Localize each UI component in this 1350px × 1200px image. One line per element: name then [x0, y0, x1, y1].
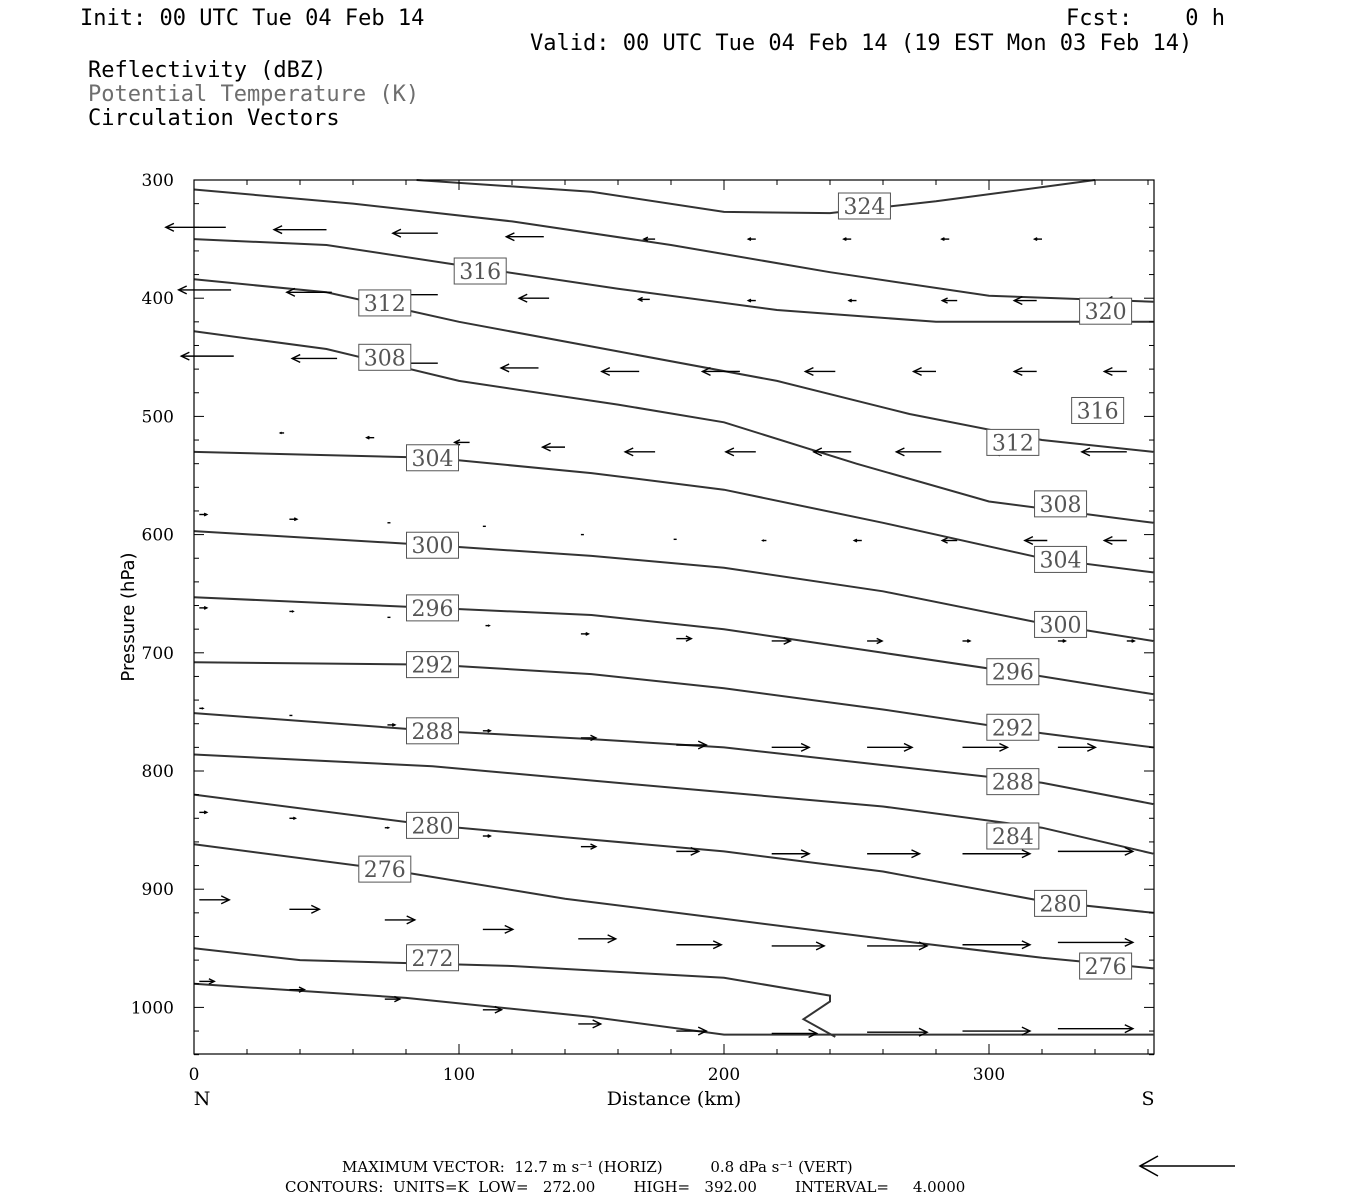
y-tick-label: 900	[141, 880, 174, 901]
circulation-vector	[1127, 640, 1135, 643]
contour-label-text: 312	[991, 431, 1034, 457]
contour-lines	[194, 180, 1153, 1037]
circulation-vector	[702, 368, 740, 376]
circulation-vector	[387, 724, 395, 727]
circulation-vector	[763, 540, 767, 541]
circulation-vector	[854, 539, 862, 542]
circulation-vector	[483, 835, 491, 838]
contour-label	[987, 659, 1039, 686]
circulation-vector	[963, 941, 1031, 949]
theta-contour-312	[194, 279, 1153, 452]
circulation-vector	[486, 625, 490, 626]
circulation-vector	[181, 352, 234, 360]
y-tick-label: 400	[141, 289, 174, 310]
circulation-vector	[805, 368, 835, 376]
contour-label-text: 292	[991, 716, 1034, 742]
circulation-vector	[849, 299, 857, 302]
theta-contour-324	[417, 180, 1095, 213]
legend-reflectivity: Reflectivity (dBZ)	[88, 58, 327, 83]
circulation-vector	[602, 368, 640, 376]
max-vector-footer: MAXIMUM VECTOR: 12.7 m s⁻¹ (HORIZ) 0.8 dPa s⁻¹ (VERT)	[342, 1158, 853, 1176]
contour-label-text: 316	[1076, 399, 1119, 425]
circulation-vector	[483, 925, 513, 933]
tick-labels	[131, 171, 1005, 1085]
x-end-label-north: N	[193, 1088, 211, 1110]
contour-label-text: 324	[843, 195, 886, 221]
contour-label	[407, 718, 459, 745]
circulation-vector	[578, 1020, 601, 1028]
contour-label-text: 276	[1084, 955, 1127, 981]
circulation-vector	[748, 299, 756, 302]
circulation-vector	[963, 743, 1008, 751]
legend-circulation-vectors: Circulation Vectors	[88, 106, 340, 131]
circulation-vector	[748, 238, 756, 241]
contour-label-text: 296	[991, 660, 1034, 686]
contours-footer: CONTOURS: UNITS=K LOW= 272.00 HIGH= 392.00 INTERVAL= 4.0000	[285, 1178, 966, 1196]
circulation-vector	[393, 229, 438, 237]
circulation-vector	[772, 743, 810, 751]
circulation-vector	[942, 298, 957, 303]
contour-label-text: 280	[1039, 892, 1082, 918]
theta-contour-316	[194, 239, 1153, 322]
contour-label	[407, 595, 459, 622]
contour-label	[1080, 953, 1132, 980]
circulation-vector	[644, 237, 655, 241]
contour-label-text: 300	[411, 534, 454, 560]
circulation-vector	[625, 448, 655, 456]
contour-label	[407, 652, 459, 679]
contour-label-text: 276	[363, 858, 406, 884]
circulation-vector	[867, 743, 912, 751]
contour-label-text: 296	[411, 596, 454, 622]
theta-contour-272	[194, 984, 1153, 1035]
circulation-vector	[1104, 368, 1127, 376]
circulation-vector	[199, 811, 207, 814]
contour-label-text: 288	[991, 770, 1034, 796]
circulation-vector	[483, 730, 491, 733]
y-axis-label: Pressure (hPa)	[118, 552, 139, 682]
y-tick-label: 300	[141, 171, 174, 191]
circulation-vector	[1014, 368, 1036, 376]
contour-label-text: 288	[411, 719, 454, 745]
circulation-vector	[274, 226, 327, 234]
contour-label-text: 312	[363, 291, 406, 317]
x-tick-label: 200	[707, 1065, 741, 1085]
circulation-vector	[292, 355, 337, 363]
contour-label	[454, 258, 506, 285]
circulation-vector	[676, 741, 706, 749]
circulation-vector	[867, 638, 882, 643]
circulation-vector	[385, 827, 389, 828]
circulation-vector	[963, 640, 971, 643]
circulation-vector	[289, 611, 293, 612]
contour-label	[1072, 397, 1124, 424]
contour-label	[407, 945, 459, 972]
contour-labels	[359, 193, 1132, 980]
valid-time-label: Valid: 00 UTC Tue 04 Feb 14 (19 EST Mon 03 Feb 14)	[530, 31, 1193, 56]
circulation-vector	[519, 294, 549, 302]
x-end-label-south: S	[1141, 1088, 1155, 1110]
legend-potential-temperature: Potential Temperature (K)	[88, 82, 420, 107]
circulation-vector	[1058, 1025, 1133, 1033]
circulation-vector	[581, 844, 596, 849]
contour-label-text: 308	[1039, 492, 1082, 518]
x-tick-label: 0	[188, 1065, 200, 1085]
circulation-vector	[289, 817, 295, 819]
circulation-vector	[914, 368, 937, 376]
circulation-vector	[772, 942, 825, 950]
contour-label-text: 272	[411, 946, 454, 972]
contour-label-text: 320	[1084, 300, 1127, 326]
x-tick-label: 100	[442, 1065, 476, 1085]
circulation-vector	[772, 1029, 817, 1037]
contour-label	[838, 193, 890, 220]
init-time-label: Init: 00 UTC Tue 04 Feb 14	[80, 6, 425, 31]
theta-contour-308	[194, 331, 1153, 523]
circulation-vector	[289, 518, 297, 521]
circulation-vector	[543, 443, 566, 451]
circulation-vector	[963, 850, 1031, 858]
theta-contour-276	[194, 844, 1153, 968]
circulation-vector	[867, 850, 920, 858]
y-tick-label: 800	[141, 762, 174, 782]
circulation-vector	[199, 607, 207, 610]
circulation-vector	[179, 286, 232, 294]
circulation-vector	[1058, 847, 1133, 855]
contour-label	[987, 769, 1039, 796]
circulation-vector	[287, 288, 332, 296]
circulation-vector	[676, 636, 691, 641]
contour-label-text: 304	[411, 446, 454, 472]
forecast-hour-label: Fcst: 0 h	[1066, 6, 1225, 31]
circulation-vector	[1058, 640, 1066, 643]
contour-label	[359, 344, 411, 371]
contour-label-text: 316	[459, 260, 502, 286]
contour-label-text: 280	[411, 814, 454, 840]
circulation-vector	[385, 916, 415, 924]
circulation-vector	[367, 436, 375, 439]
contour-label	[987, 714, 1039, 741]
y-tick-label: 600	[141, 525, 174, 546]
reference-vector	[1140, 1156, 1235, 1176]
contour-label	[407, 445, 459, 472]
contour-label	[359, 290, 411, 317]
circulation-vector	[1025, 537, 1048, 545]
contour-label	[987, 429, 1039, 456]
contour-label-text: 304	[1039, 548, 1082, 574]
x-axis-label: Distance (km)	[606, 1088, 742, 1110]
contour-label	[1035, 611, 1087, 638]
theta-contour-272	[194, 948, 835, 1037]
circulation-vector	[280, 432, 284, 433]
theta-contour-304	[194, 452, 1153, 573]
circulation-vector	[578, 935, 616, 943]
contour-label	[1035, 890, 1087, 917]
circulation-vector	[199, 896, 229, 904]
circulation-vector	[1058, 743, 1096, 751]
contour-label	[407, 812, 459, 839]
contour-label	[1035, 491, 1087, 518]
circulation-vector	[581, 633, 589, 636]
circulation-vector	[289, 905, 319, 913]
circulation-vector	[772, 850, 810, 858]
contour-label-text: 300	[1039, 613, 1082, 639]
contour-label	[359, 856, 411, 883]
circulation-vector	[199, 708, 203, 709]
circulation-vectors	[166, 223, 1135, 1037]
x-tick-label: 300	[972, 1065, 1006, 1085]
circulation-vector	[814, 448, 852, 456]
contour-label	[407, 532, 459, 559]
circulation-vector	[501, 364, 539, 372]
contour-label	[987, 823, 1039, 850]
circulation-vector	[1035, 238, 1043, 241]
contour-label-text: 308	[363, 346, 406, 372]
y-tick-label: 1000	[130, 998, 174, 1019]
circulation-vector	[942, 238, 950, 241]
circulation-vector	[676, 941, 721, 949]
theta-contour-320	[194, 190, 1153, 302]
circulation-vector	[455, 440, 470, 445]
y-tick-label: 700	[141, 643, 174, 664]
circulation-vector	[844, 238, 852, 241]
y-tick-label: 500	[141, 407, 174, 428]
circulation-vector	[199, 979, 214, 984]
circulation-vector	[726, 448, 756, 456]
circulation-vector	[199, 513, 207, 516]
contour-label	[1080, 298, 1132, 325]
circulation-vector	[1058, 938, 1133, 946]
circulation-vector	[506, 233, 544, 241]
contour-label-text: 284	[991, 825, 1034, 851]
circulation-vector	[1104, 537, 1127, 545]
contour-label	[1035, 546, 1087, 573]
circulation-vector	[639, 297, 650, 301]
contour-label-text: 292	[411, 653, 454, 679]
circulation-vector	[896, 448, 941, 456]
